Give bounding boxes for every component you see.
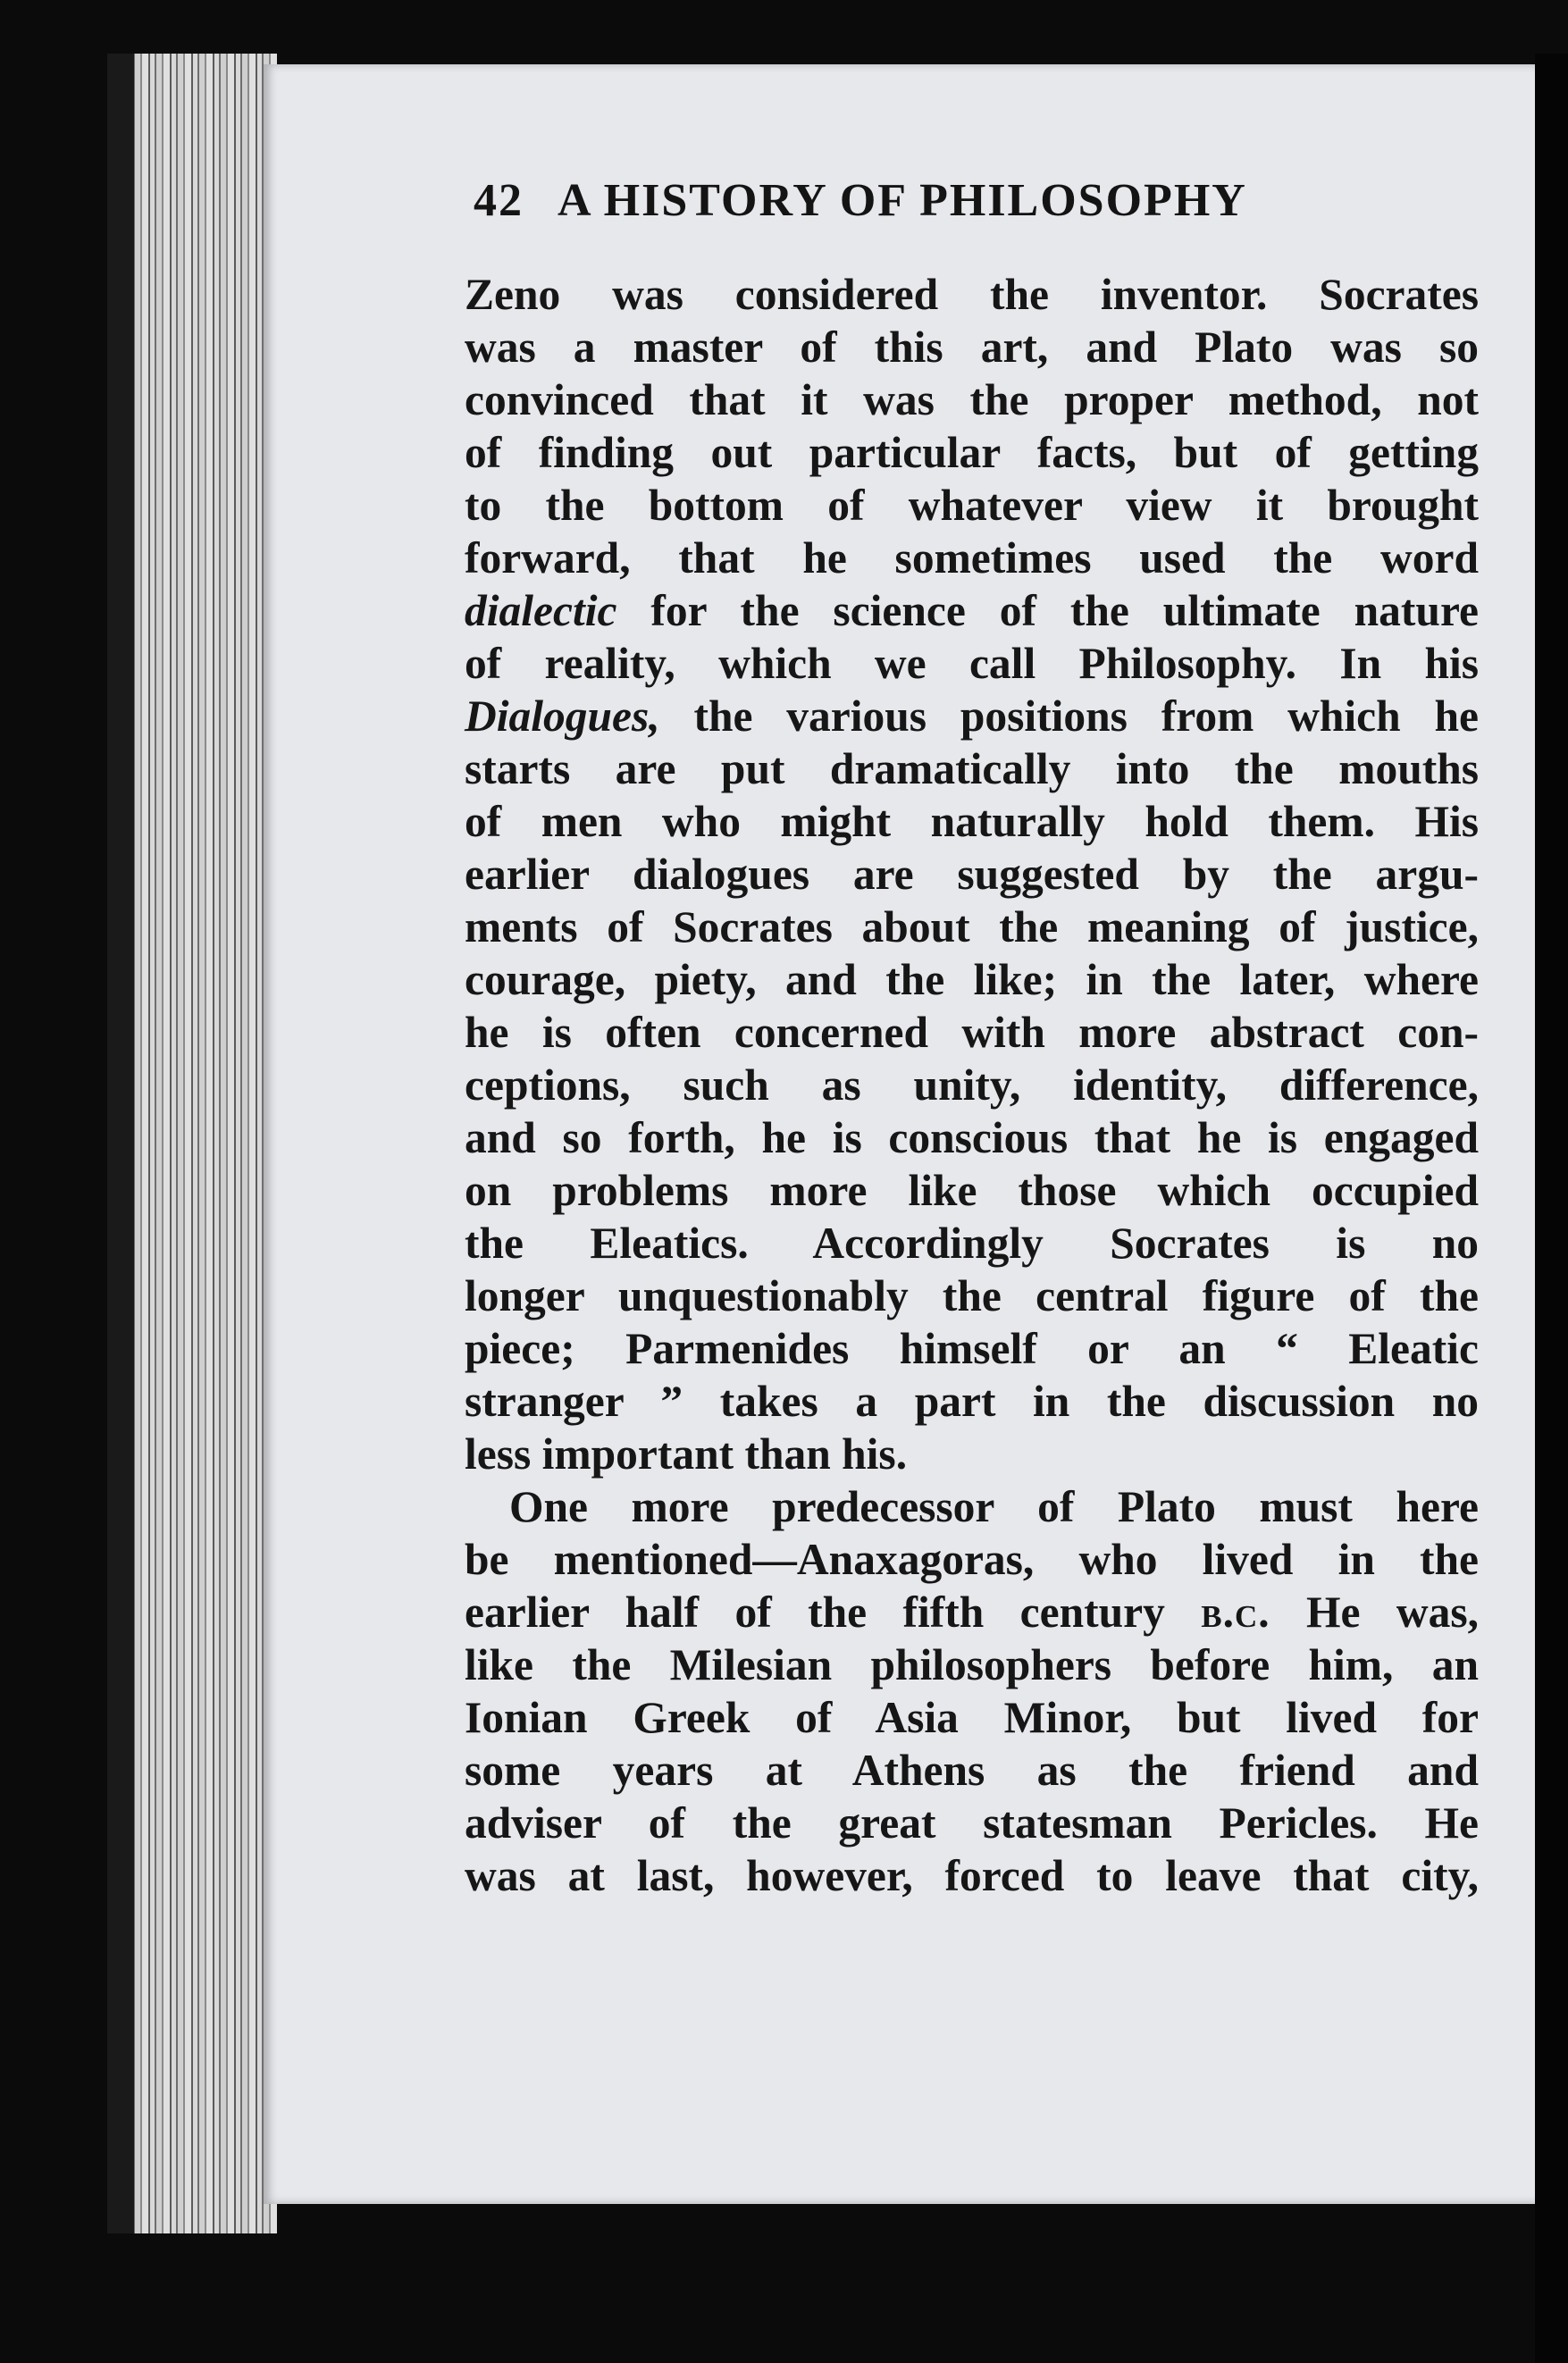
- text-line: [465, 1586, 1479, 1638]
- scan-border: [1535, 54, 1568, 2363]
- text-line: Ionian Greek of Asia Minor, but lived for: [465, 1693, 1479, 1742]
- text-line: longer unquestionably the central figure of the: [465, 1271, 1479, 1320]
- text-line: starts are put dramatically into the mouths: [465, 744, 1479, 793]
- text-line: was at last, however, forced to leave that city,: [465, 1851, 1479, 1900]
- text-line: to the bottom of whatever view it brought: [465, 481, 1479, 530]
- italic-title: Dialogues,: [465, 691, 660, 741]
- body-text: [465, 268, 1479, 1902]
- text-line: be mentioned—Anaxagoras, who lived in the: [465, 1535, 1479, 1584]
- text-line: some years at Athens as the friend and: [465, 1746, 1479, 1795]
- page-number: 42: [474, 175, 524, 226]
- text-line: was a master of this art, and Plato was so: [465, 323, 1479, 372]
- running-title: A HISTORY OF PHILOSOPHY: [558, 175, 1247, 226]
- text-line: like the Milesian philosophers before him, an: [465, 1640, 1479, 1689]
- text-line: the Eleatics. Accordingly Socrates is no: [465, 1219, 1479, 1268]
- text-fragment: the various positions from which he: [659, 691, 1479, 741]
- text-line: ments of Socrates about the meaning of justice,: [465, 902, 1479, 951]
- text-fragment: earlier half of the fifth century: [465, 1588, 1202, 1637]
- text-line: courage, piety, and the like; in the later, where: [465, 955, 1479, 1004]
- text-line: adviser of the great statesman Pericles. He: [465, 1798, 1479, 1848]
- text-line: convinced that it was the proper method, not: [465, 375, 1479, 424]
- paragraph-1: [465, 268, 1479, 1480]
- page-edges-shadow: [107, 54, 134, 2233]
- text-fragment: He was,: [1270, 1588, 1480, 1637]
- text-line: of reality, which we call Philosophy. In his: [465, 639, 1479, 688]
- italic-term: dialectic: [465, 586, 617, 635]
- text-line: [465, 690, 1479, 742]
- text-line: [465, 584, 1479, 637]
- text-line: and so forth, he is conscious that he is engaged: [465, 1113, 1479, 1162]
- text-line: One more predecessor of Plato must here: [509, 1482, 1479, 1531]
- text-line: on problems more like those which occupied: [465, 1166, 1479, 1215]
- text-line: less important than his.: [465, 1429, 908, 1479]
- text-fragment: for the science of the ultimate nature: [616, 586, 1479, 635]
- text-line: of men who might naturally hold them. His: [465, 797, 1479, 846]
- text-line: piece; Parmenides himself or an “ Eleatic: [465, 1324, 1479, 1373]
- text-line: earlier dialogues are suggested by the argu-: [465, 850, 1479, 899]
- era-abbreviation: b.c.: [1201, 1588, 1270, 1637]
- paragraph-2: [465, 1480, 1479, 1902]
- text-line: ceptions, such as unity, identity, difference,: [465, 1060, 1479, 1110]
- text-line: stranger ” takes a part in the discussion no: [465, 1377, 1479, 1426]
- running-header: [474, 174, 1403, 246]
- text-line: forward, that he sometimes used the word: [465, 533, 1479, 582]
- text-line: of finding out particular facts, but of getting: [465, 428, 1479, 477]
- text-line: he is often concerned with more abstract con-: [465, 1008, 1479, 1057]
- text-line: Zeno was considered the inventor. Socrates: [465, 270, 1479, 319]
